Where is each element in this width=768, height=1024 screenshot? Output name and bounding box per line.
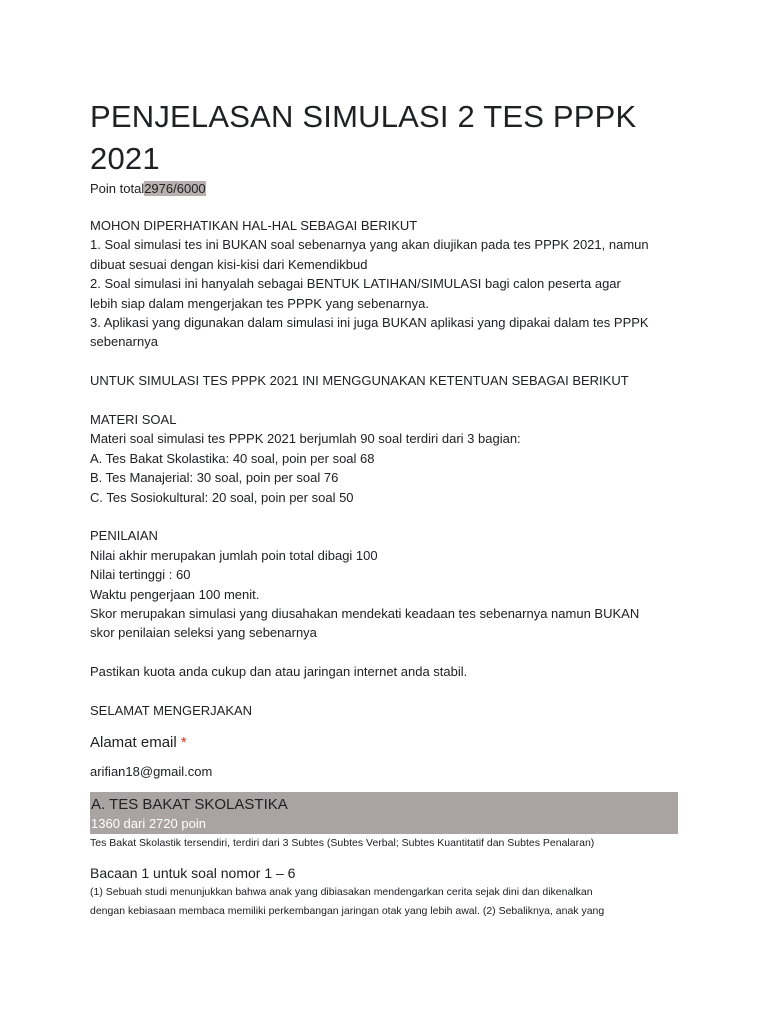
description-blank-line — [90, 507, 680, 526]
section-description: Tes Bakat Skolastik tersendiri, terdiri dari 3 Subtes (Subtes Verbal; Subtes Kuantitatif dan Subtes Penalaran) — [90, 837, 595, 850]
reading-line: (1) Sebuah studi menunjukkan bahwa anak yang dibiasakan mendengarkan cerita sejak dini dan dikenalkan — [90, 886, 593, 899]
description-line: Pastikan kuota anda cukup dan atau jaringan internet anda stabil. — [90, 664, 468, 680]
points-value: 2976/6000 — [144, 181, 206, 196]
description-line: C. Tes Sosiokultural: 20 soal, poin per soal 50 — [90, 489, 354, 505]
required-mark: * — [180, 734, 187, 752]
email-label — [90, 733, 680, 753]
description-blank-line — [90, 391, 680, 410]
description-line: A. Tes Bakat Skolastika: 40 soal, poin per soal 68 — [90, 450, 375, 466]
reading-text — [90, 883, 682, 921]
form-content — [90, 96, 680, 921]
description-line: PENILAIAN — [90, 528, 158, 544]
description-line: 1. Soal simulasi tes ini BUKAN soal sebenarnya yang akan diujikan pada tes PPPK 2021, namun — [90, 237, 649, 253]
form-title-line1: PENJELASAN SIMULASI 2 TES PPPK — [90, 99, 637, 134]
description-line: Waktu pengerjaan 100 menit. — [90, 586, 260, 602]
description-line: UNTUK SIMULASI TES PPPK 2021 INI MENGGUNAKAN KETENTUAN SEBAGAI BERIKUT — [90, 373, 629, 389]
description-line: Nilai tertinggi : 60 — [90, 567, 191, 583]
section-header — [90, 792, 678, 834]
description-line: Nilai akhir merupakan jumlah poin total dibagi 100 — [90, 547, 378, 563]
form-title-line2: 2021 — [90, 141, 160, 176]
form-description — [90, 216, 680, 720]
description-line: Skor merupakan simulasi yang diusahakan mendekati keadaan tes sebenarnya namun BUKAN — [90, 606, 640, 622]
description-blank-line — [90, 682, 680, 701]
reading-title: Bacaan 1 untuk soal nomor 1 – 6 — [90, 865, 296, 882]
description-line: SELAMAT MENGERJAKAN — [90, 703, 253, 719]
description-line: B. Tes Manajerial: 30 soal, poin per soal 76 — [90, 470, 339, 486]
description-line: MOHON DIPERHATIKAN HAL-HAL SEBAGAI BERIKUT — [90, 218, 418, 233]
description-line: 3. Aplikasi yang digunakan dalam simulasi ini juga BUKAN aplikasi yang dipakai dalam tes PPPK — [90, 315, 649, 331]
description-line: lebih siap dalam mengerjakan tes PPPK yang sebenarnya. — [90, 295, 429, 311]
description-line: dibuat sesuai dengan kisi-kisi dari Kemendikbud — [90, 256, 368, 272]
section-title: A. TES BAKAT SKOLASTIKA — [91, 796, 288, 814]
description-line: skor penilaian seleksi yang sebenarnya — [90, 625, 317, 641]
description-line: 2. Soal simulasi ini hanyalah sebagai BENTUK LATIHAN/SIMULASI bagi calon peserta agar — [90, 276, 621, 292]
reading-line: dengan kebiasaan membaca memiliki perkembangan jaringan otak yang lebih awal. (2) Sebaliknya, anak yang — [90, 905, 605, 918]
description-blank-line — [90, 352, 680, 371]
description-blank-line — [90, 643, 680, 662]
description-line: MATERI SOAL — [90, 412, 177, 428]
email-value: arifian18@gmail.com — [90, 764, 213, 780]
email-label-text: Alamat email — [90, 734, 177, 752]
description-line: Materi soal simulasi tes PPPK 2021 berjumlah 90 soal terdiri dari 3 bagian: — [90, 431, 521, 447]
points-total — [90, 180, 680, 198]
description-line: sebenarnya — [90, 334, 158, 350]
points-label: Poin total — [90, 181, 145, 196]
section-points: 1360 dari 2720 poin — [91, 816, 206, 832]
form-title — [90, 96, 680, 180]
